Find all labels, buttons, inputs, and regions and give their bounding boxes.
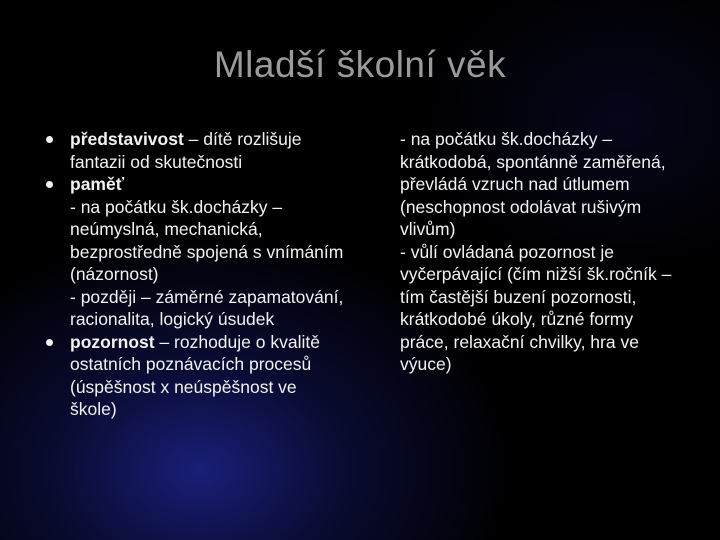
memory-early-description: - na počátku šk.docházky – neúmyslná, mechanická, bezprostředně spojená s vnímáním (názornost) [70,196,344,284]
right-column [400,128,685,376]
term-attention: pozornost [70,331,155,352]
term-imagination: představivost [70,129,184,149]
bullet-dot-icon [46,136,53,143]
slide-title: Mladší školní věk [213,44,507,85]
bullet-item-memory [46,173,346,331]
term-memory: paměť [70,174,125,194]
attention-early-paragraph: - na počátku šk.docházky – krátkodobá, spontánně zaměřená, převládá vzruch nad útlumem (neschopnost odolávat rušivým vlivům) [400,129,666,239]
attention-description: – rozhoduje o kvalitě ostatních poznávacích procesů (úspěšnost x neúspěšnost ve škole) [70,331,320,419]
memory-later-description: - později – záměrné zapamatování, racionalita, logický úsudek [70,286,344,329]
attention-voluntary-paragraph: - vůlí ovládaná pozornost je vyčerpávající (čím nižší šk.ročník – tím častější buzení pozornosti, krátkodobé úkoly, různé formy práce, relaxační chvilky, hra ve výuce) [400,241,672,374]
left-column [46,128,346,421]
imagination-description: – dítě rozlišuje fantazii od skutečnosti [70,129,302,172]
bullet-item-imagination [46,128,346,173]
bullet-dot-icon [46,181,53,188]
bullet-dot-icon [46,339,53,346]
bullet-item-attention [46,331,346,421]
